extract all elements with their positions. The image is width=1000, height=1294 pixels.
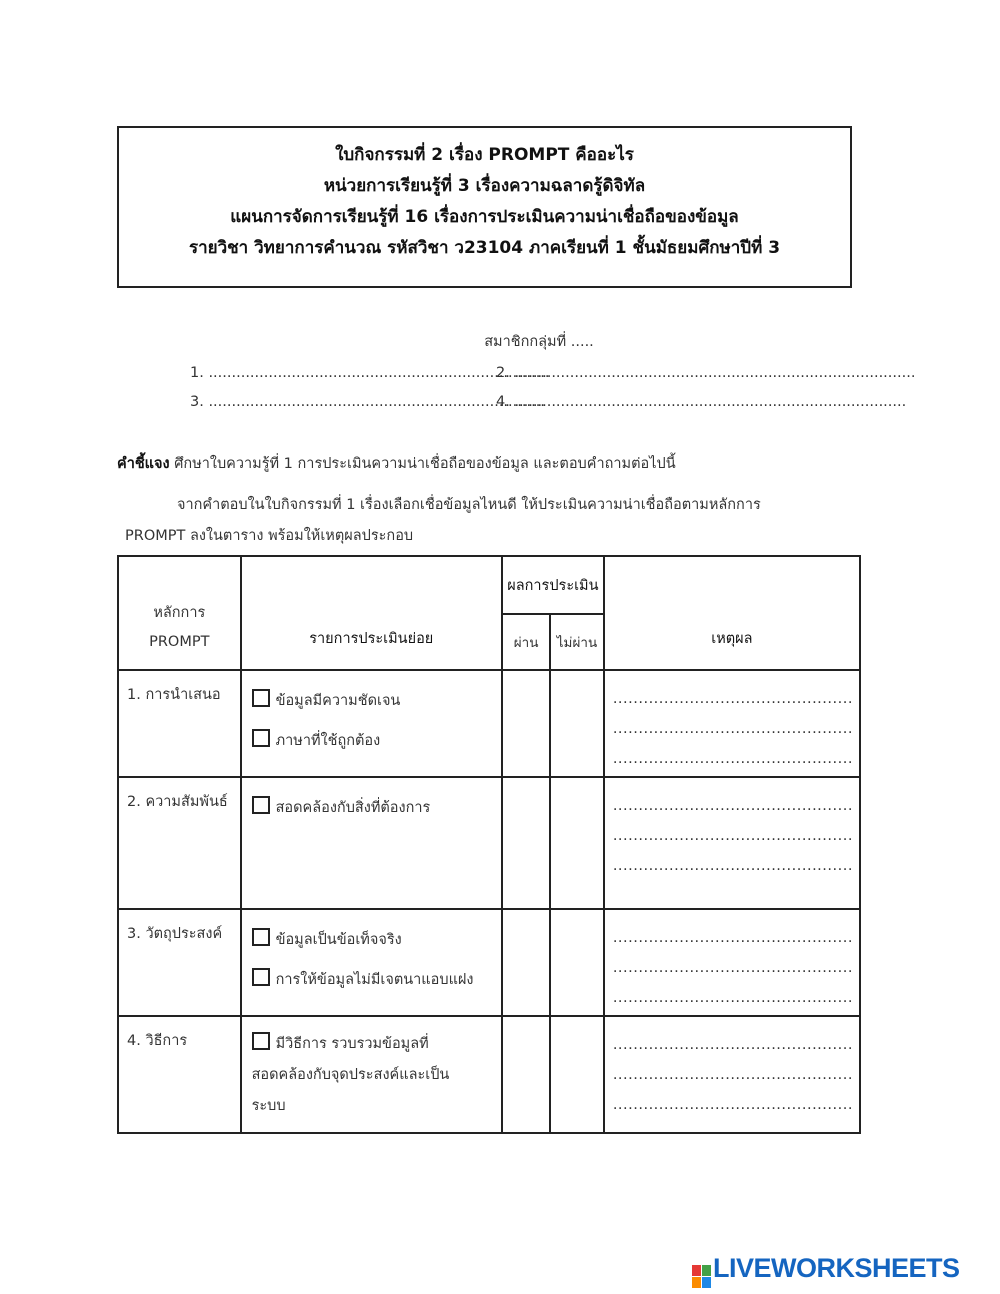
pass-cell[interactable] xyxy=(502,1016,550,1133)
member-4-field[interactable]: 4. ..................................................................................... xyxy=(496,394,907,410)
member-1-field[interactable]: 1. .......................................................................... xyxy=(190,365,550,381)
reason-line[interactable]: ............................................... xyxy=(612,1067,853,1083)
checkbox-item[interactable] xyxy=(252,1029,501,1060)
checkbox-item[interactable] xyxy=(252,788,501,828)
title-line-4: รายวิชา วิทยาการคำนวณ รหัสวิชา ว23104 ภาคเรียนที่ 1 ชั้นมัธยมศึกษาปีที่ 3 xyxy=(188,238,781,258)
table-row xyxy=(118,670,860,777)
table-row xyxy=(118,909,860,1016)
task-paragraph xyxy=(125,490,895,552)
reason-line[interactable]: ............................................... xyxy=(612,1037,853,1053)
pass-cell[interactable] xyxy=(502,777,550,909)
reason-cell[interactable] xyxy=(604,670,860,777)
reason-line[interactable]: ............................................... xyxy=(612,1097,853,1113)
checkbox-icon[interactable] xyxy=(252,689,270,707)
items-header xyxy=(241,556,502,670)
fail-header: ไม่ผ่าน xyxy=(550,614,604,670)
title-box xyxy=(117,126,852,288)
checkbox-item[interactable] xyxy=(252,960,501,1000)
items-cell xyxy=(241,777,502,909)
principle-cell: 1. การนำเสนอ xyxy=(118,670,241,777)
item-label: สอดคล้องกับสิ่งที่ต้องการ xyxy=(275,800,431,816)
checkbox-item[interactable] xyxy=(252,920,501,960)
checkbox-icon[interactable] xyxy=(252,1032,270,1050)
items-header-label: รายการประเมินย่อย xyxy=(309,630,434,647)
principle-header-line-1: หลักการ xyxy=(153,605,206,621)
title-line-1: ใบกิจกรรมที่ 2 เรื่อง PROMPT คืออะไร xyxy=(335,145,634,165)
logo-text: LIVEWORKSHEETS xyxy=(713,1253,960,1283)
table-row xyxy=(118,777,860,909)
checkbox-item[interactable] xyxy=(252,721,501,761)
items-cell xyxy=(241,670,502,777)
items-cell xyxy=(241,909,502,1016)
checkbox-icon[interactable] xyxy=(252,729,270,747)
checkbox-item[interactable] xyxy=(252,681,501,721)
member-row xyxy=(190,388,907,417)
principle-cell: 2. ความสัมพันธ์ xyxy=(118,777,241,909)
member-3-field[interactable]: 3. ......................................................................... xyxy=(190,394,545,410)
group-members xyxy=(190,330,916,417)
reason-cell[interactable] xyxy=(604,1016,860,1133)
task-line-1: จากคำตอบในใบกิจกรรมที่ 1 เรื่องเลือกเชื่อข้อมูลไหนดี ให้ประเมินความน่าเชื่อถือตามหลักการ xyxy=(177,497,761,513)
title-line-3: แผนการจัดการเรียนรู้ที่ 16 เรื่องการประเมินความน่าเชื่อถือของข้อมูล xyxy=(230,207,739,227)
title-line-2: หน่วยการเรียนรู้ที่ 3 เรื่องความฉลาดรู้ดิจิทัล xyxy=(323,176,646,196)
principle-header xyxy=(118,556,241,670)
reason-line[interactable]: ............................................... xyxy=(612,798,853,814)
reason-line[interactable]: ............................................... xyxy=(612,751,853,767)
pass-header: ผ่าน xyxy=(502,614,550,670)
group-number-label: สมาชิกกลุ่มที่ ..... xyxy=(484,334,594,350)
checkbox-icon[interactable] xyxy=(252,928,270,946)
reason-cell[interactable] xyxy=(604,909,860,1016)
reason-header xyxy=(604,556,860,670)
reason-line[interactable]: ............................................... xyxy=(612,828,853,844)
reason-line[interactable]: ............................................... xyxy=(612,930,853,946)
fail-cell[interactable] xyxy=(550,1016,604,1133)
pass-cell[interactable] xyxy=(502,909,550,1016)
result-header: ผลการประเมิน xyxy=(502,556,604,614)
items-cell xyxy=(241,1016,502,1133)
instructions-label: คำชี้แจง xyxy=(117,456,170,472)
task-line-2: PROMPT ลงในตาราง พร้อมให้เหตุผลประกอบ xyxy=(125,528,414,544)
fail-cell[interactable] xyxy=(550,670,604,777)
reason-header-label: เหตุผล xyxy=(711,630,753,647)
reason-line[interactable]: ............................................... xyxy=(612,960,853,976)
instructions-text: ศึกษาใบความรู้ที่ 1 การประเมินความน่าเชื่อถือของข้อมูล และตอบคำถามต่อไปนี้ xyxy=(169,456,676,472)
pass-cell[interactable] xyxy=(502,670,550,777)
logo-blocks-icon xyxy=(692,1265,711,1288)
item-label-continued: สอดคล้องกับจุดประสงค์และเป็น xyxy=(251,1067,450,1083)
reason-line[interactable]: ............................................... xyxy=(612,691,853,707)
item-label: ข้อมูลเป็นข้อเท็จจริง xyxy=(275,932,402,948)
principle-cell: 4. วิธีการ xyxy=(118,1016,241,1133)
checkbox-icon[interactable] xyxy=(252,968,270,986)
liveworksheets-logo xyxy=(692,1253,960,1288)
principle-cell: 3. วัตถุประสงค์ xyxy=(118,909,241,1016)
evaluation-table xyxy=(117,555,861,1134)
member-2-field[interactable]: 2. ....................................................................................... xyxy=(496,365,916,381)
table-row xyxy=(118,1016,860,1133)
checkbox-icon[interactable] xyxy=(252,796,270,814)
item-label: ภาษาที่ใช้ถูกต้อง xyxy=(275,733,381,749)
instructions xyxy=(117,452,897,475)
reason-line[interactable]: ............................................... xyxy=(612,858,853,874)
item-label: ข้อมูลมีความชัดเจน xyxy=(275,693,401,709)
item-label: การให้ข้อมูลไม่มีเจตนาแอบแฝง xyxy=(275,972,474,988)
principle-header-line-2: PROMPT xyxy=(149,634,210,650)
fail-cell[interactable] xyxy=(550,777,604,909)
item-label-continued: ระบบ xyxy=(251,1098,286,1114)
reason-cell[interactable] xyxy=(604,777,860,909)
fail-cell[interactable] xyxy=(550,909,604,1016)
member-row xyxy=(190,359,916,388)
reason-line[interactable]: ............................................... xyxy=(612,721,853,737)
item-label: มีวิธีการ รวบรวมข้อมูลที่ xyxy=(275,1036,429,1052)
reason-line[interactable]: ............................................... xyxy=(612,990,853,1006)
